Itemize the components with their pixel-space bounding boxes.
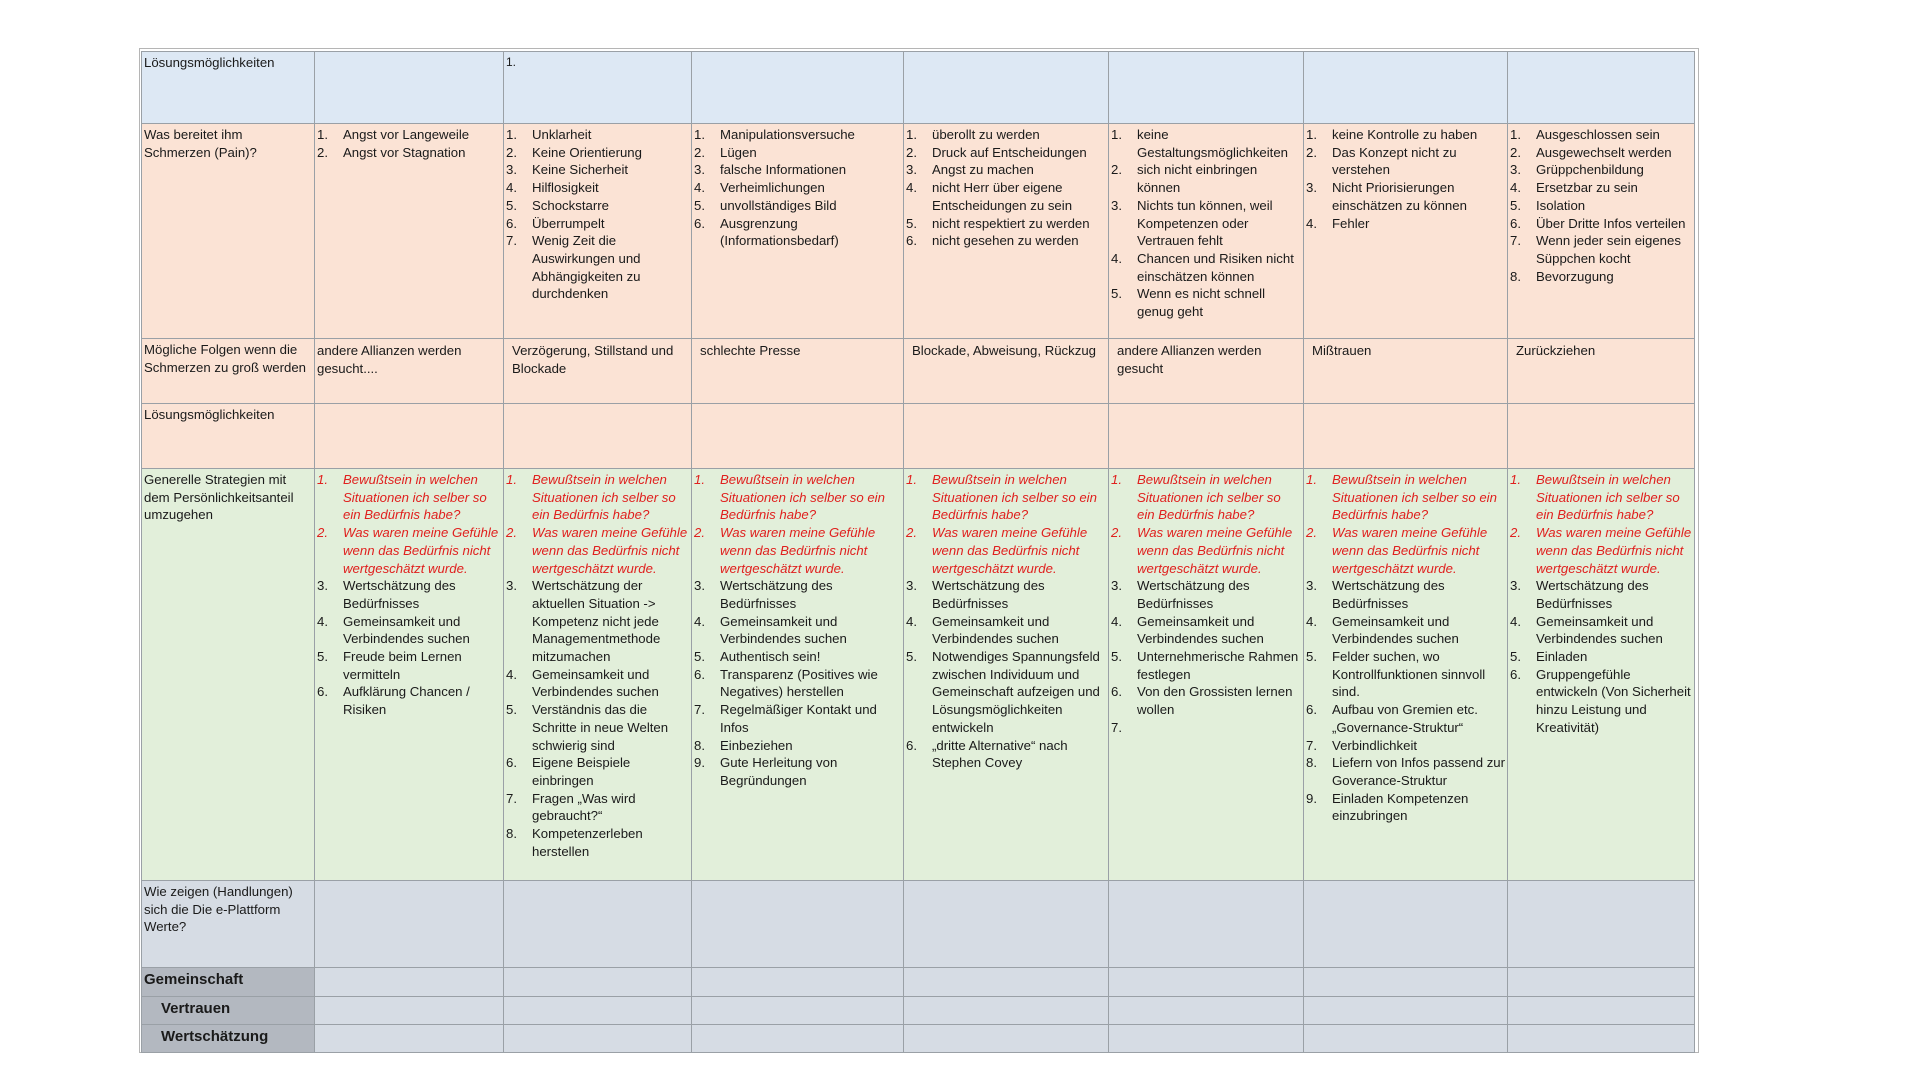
list-item: 6. Eigene Beispiele einbringen <box>506 755 631 788</box>
list-item: 6. Aufbau von Gremien etc. „Governance-Struktur“ <box>1306 702 1478 735</box>
list-item: 3. falsche Informationen <box>694 162 847 178</box>
list-item: 5. Notwendiges Spannungsfeld zwischen Individuum und Gemeinschaft aufzeigen und Lösungsmöglichkeiten entwickeln <box>906 649 1100 735</box>
table-cell <box>504 968 692 997</box>
table-cell <box>1304 997 1508 1025</box>
list-item-text: Angst zu machen <box>932 162 1034 178</box>
table-cell <box>1109 881 1304 968</box>
cell-text: Verzögerung, Stillstand und Blockade <box>512 343 674 376</box>
list-item: 2. Angst vor Stagnation <box>317 144 466 160</box>
list-item-text: Freude beim Lernen vermitteln <box>343 649 462 682</box>
list-item: 4. Verheimlichungen <box>694 180 825 196</box>
list-item-text: nicht gesehen zu werden <box>932 233 1079 249</box>
list-item: 7. Wenn jeder sein eigenes Süppchen kocht <box>1510 233 1681 266</box>
table-cell <box>315 52 504 124</box>
list-item: 2. Druck auf Entscheidungen <box>906 144 1087 160</box>
numbered-list <box>1111 126 1301 321</box>
list-item: 2. Das Konzept nicht zu verstehen <box>1306 144 1457 178</box>
list-item: 6. Transparenz (Positives wie Negatives) herstellen <box>694 666 878 700</box>
list-item: 6. nicht gesehen zu werden <box>906 233 1079 249</box>
table-cell <box>1304 404 1508 469</box>
table-cell <box>692 997 904 1025</box>
list-item: 3. Wertschätzung des Bedürfnisses <box>317 578 456 611</box>
list-item-text: sich nicht einbringen können <box>1137 162 1258 196</box>
list-item-text: Fehler <box>1332 215 1370 231</box>
table-cell <box>904 52 1109 124</box>
list-item: 6. Über Dritte Infos verteilen <box>1510 215 1686 231</box>
list-item: 1. keine Gestaltungsmöglichkeiten <box>1111 127 1289 160</box>
numbered-list <box>506 471 689 860</box>
list-item-text: Keine Sicherheit <box>532 162 629 178</box>
table-cell <box>1109 404 1304 469</box>
list-item: 3. Wertschätzung der aktuellen Situation -> Kompetenz nicht jede Managementmethode mitzumachen <box>506 578 661 665</box>
list-item-text: Bewußtsein in welchen Situationen ich selber so ein Bedürfnis habe? <box>932 472 1097 523</box>
list-item: 3. Grüppchenbildung <box>1510 162 1644 178</box>
list-item-text: Was waren meine Gefühle wenn das Bedürfnis nicht wertgeschätzt wurde. <box>1536 525 1692 576</box>
table-cell <box>504 339 692 404</box>
list-item-text: Liefern von Infos passend zur Goverance-Struktur <box>1332 755 1506 788</box>
list-item: 1. Manipulationsversuche <box>694 127 855 142</box>
list-item-text: Gemeinsamkeit und Verbindendes suchen <box>1137 613 1264 647</box>
list-item-text: Bewußtsein in welchen Situationen ich selber so ein Bedürfnis habe? <box>1536 472 1680 523</box>
numbered-list <box>694 471 901 790</box>
table-cell <box>904 469 1109 881</box>
list-item-text: Grüppchenbildung <box>1536 162 1644 178</box>
list-item-text: Ersetzbar zu sein <box>1536 180 1638 196</box>
list-item: 2. Was waren meine Gefühle wenn das Bedürfnis nicht wertgeschätzt wurde. <box>506 525 688 576</box>
list-item: 7. Wenig Zeit die Auswirkungen und Abhängigkeiten zu durchdenken <box>506 233 641 302</box>
table-cell <box>504 1025 692 1053</box>
list-item: 5. Felder suchen, wo Kontrollfunktionen sinnvoll sind. <box>1306 649 1486 700</box>
table-cell <box>315 339 504 404</box>
list-item-text: Schockstarre <box>532 197 609 213</box>
numbered-list <box>1306 471 1505 825</box>
list-item: 5. Wenn es nicht schnell genug geht <box>1111 286 1266 320</box>
numbered-list <box>906 126 1106 250</box>
list-item: 3. Keine Sicherheit <box>506 162 629 178</box>
list-item-text: Bewußtsein in welchen Situationen ich selber so ein Bedürfnis habe? <box>1332 472 1497 523</box>
list-item-text: Wertschätzung des Bedürfnisses <box>1536 578 1649 611</box>
row-gemeinschaft <box>142 968 1695 997</box>
numbered-list <box>1510 126 1692 285</box>
row-label: Lösungsmöglichkeiten <box>142 52 315 124</box>
list-item-text: Bewußtsein in welchen Situationen ich selber so ein Bedürfnis habe? <box>532 472 676 523</box>
cell-text: schlechte Presse <box>700 343 801 358</box>
table-cell <box>692 404 904 469</box>
table-cell <box>504 124 692 339</box>
list-item: 9. Einladen Kompetenzen einzubringen <box>1306 790 1469 824</box>
table-cell <box>315 124 504 339</box>
table-cell <box>504 469 692 881</box>
list-item-text: Bewußtsein in welchen Situationen ich selber so ein Bedürfnis habe? <box>343 472 487 523</box>
list-item: 8. Kompetenzerleben herstellen <box>506 826 643 859</box>
list-item: 5. Schockstarre <box>506 197 609 213</box>
list-item-text: Chancen und Risiken nicht einschätzen können <box>1137 250 1294 284</box>
numbered-list <box>317 126 501 161</box>
list-item: 4. Gemeinsamkeit und Verbindendes suchen <box>317 613 470 647</box>
list-item: 1. überollt zu werden <box>906 127 1040 142</box>
numbered-list <box>317 471 501 719</box>
list-item-text: Lügen <box>720 144 757 160</box>
list-item: 4. Ersetzbar zu sein <box>1510 180 1638 196</box>
table-cell <box>1109 968 1304 997</box>
cell-text: 1. <box>506 55 517 69</box>
list-item-text: Hilflosigkeit <box>532 180 599 196</box>
list-item-text: Unternehmerische Rahmen festlegen <box>1137 649 1299 682</box>
row-label: Generelle Strategien mit dem Persönlichkeitsanteil umzugehen <box>142 469 315 881</box>
list-item: 1. Unklarheit <box>506 127 592 142</box>
list-item-text: Keine Orientierung <box>532 144 642 160</box>
table-cell <box>1508 968 1695 997</box>
list-item-text: Aufbau von Gremien etc. „Governance-Struktur“ <box>1332 702 1478 735</box>
list-item-text: Fragen „Was wird gebraucht?“ <box>532 790 636 824</box>
cell-text: Zurückziehen <box>1516 343 1596 358</box>
list-item: 4. nicht Herr über eigene Entscheidungen zu sein <box>906 180 1073 213</box>
table-cell <box>692 1025 904 1053</box>
table-cell <box>315 881 504 968</box>
list-item-text: Gute Herleitung von Begründungen <box>720 755 838 788</box>
list-item: 6. Ausgrenzung (Informationsbedarf) <box>694 215 839 249</box>
list-item: 2. Was waren meine Gefühle wenn das Bedürfnis nicht wertgeschätzt wurde. <box>1306 525 1488 576</box>
list-item: 8. Liefern von Infos passend zur Goverance-Struktur <box>1306 755 1506 788</box>
list-item-text: Isolation <box>1536 197 1586 213</box>
list-item: 4. Gemeinsamkeit und Verbindendes suchen <box>1510 613 1663 647</box>
list-item: 8. Bevorzugung <box>1510 268 1614 284</box>
list-item: 2. Was waren meine Gefühle wenn das Bedürfnis nicht wertgeschätzt wurde. <box>906 525 1088 576</box>
list-item-text: Unklarheit <box>532 127 592 142</box>
list-item: 5. Isolation <box>1510 197 1586 213</box>
list-item-text: Was waren meine Gefühle wenn das Bedürfnis nicht wertgeschätzt wurde. <box>1332 525 1488 576</box>
table-cell <box>1508 881 1695 968</box>
table-cell <box>315 1025 504 1053</box>
list-item-text: Wenn jeder sein eigenes Süppchen kocht <box>1536 233 1681 266</box>
list-item: 2. Was waren meine Gefühle wenn das Bedürfnis nicht wertgeschätzt wurde. <box>1111 525 1293 576</box>
list-item: 4. Gemeinsamkeit und Verbindendes suchen <box>906 613 1059 647</box>
list-item-text: Wertschätzung der aktuellen Situation -> Kompetenz nicht jede Managementmethode mitzumachen <box>532 578 661 665</box>
list-item-text: Verständnis das die Schritte in neue Welten schwierig sind <box>532 702 669 753</box>
list-item: 7. Verbindlichkeit <box>1306 737 1418 753</box>
list-item: 3. Nicht Priorisierungen einschätzen zu können <box>1306 180 1467 213</box>
list-item-text: Wertschätzung des Bedürfnisses <box>932 578 1045 611</box>
table-cell <box>692 968 904 997</box>
list-item-text: Gemeinsamkeit und Verbindendes suchen <box>343 613 470 647</box>
table-cell <box>1109 469 1304 881</box>
list-item-text: Gemeinsamkeit und Verbindendes suchen <box>1536 613 1663 647</box>
table-cell <box>692 881 904 968</box>
list-item-text: Einladen Kompetenzen einzubringen <box>1332 790 1469 824</box>
table-cell <box>692 339 904 404</box>
row-loesung-top <box>142 52 1695 124</box>
list-item-text: Ausgrenzung (Informationsbedarf) <box>720 215 839 249</box>
list-item: 1. Bewußtsein in welchen Situationen ich selber so ein Bedürfnis habe? <box>1510 472 1680 523</box>
list-item: 3. Wertschätzung des Bedürfnisses <box>1306 578 1445 611</box>
list-item: 4. Chancen und Risiken nicht einschätzen können <box>1111 250 1294 284</box>
row-folgen <box>142 339 1695 404</box>
list-item: 1. Angst vor Langeweile <box>317 127 470 142</box>
list-item: 4. Gemeinsamkeit und Verbindendes suchen <box>694 613 847 647</box>
table-cell <box>1508 997 1695 1025</box>
row-zeigen <box>142 881 1695 968</box>
list-item: 1. Bewußtsein in welchen Situationen ich selber so ein Bedürfnis habe? <box>906 472 1097 523</box>
row-label: Gemeinschaft <box>142 968 315 997</box>
list-item: 6. Gruppengefühle entwickeln (Von Sicherheit hinzu Leistung und Kreativität) <box>1510 666 1691 735</box>
list-item-text: Ausgewechselt werden <box>1536 144 1672 160</box>
table-cell <box>504 881 692 968</box>
row-label: Was bereitet ihm Schmerzen (Pain)? <box>142 124 315 339</box>
list-item-text: Gruppengefühle entwickeln (Von Sicherheit hinzu Leistung und Kreativität) <box>1536 666 1691 735</box>
table-cell <box>1304 469 1508 881</box>
row-label: Vertrauen <box>142 997 315 1025</box>
list-item-text: Druck auf Entscheidungen <box>932 144 1087 160</box>
list-item: 4. Fehler <box>1306 215 1370 231</box>
list-item: 5. Verständnis das die Schritte in neue Welten schwierig sind <box>506 702 669 753</box>
table-cell <box>1109 997 1304 1025</box>
table-cell <box>315 968 504 997</box>
numbered-list <box>906 471 1106 772</box>
cell-text: andere Allianzen werden gesucht <box>1117 343 1262 376</box>
list-item-text: falsche Informationen <box>720 162 847 178</box>
list-item-text: Angst vor Stagnation <box>343 144 466 160</box>
list-item-text: Gemeinsamkeit und Verbindendes suchen <box>720 613 847 647</box>
list-item-text: Wenn es nicht schnell genug geht <box>1137 286 1266 320</box>
list-item-text: Das Konzept nicht zu verstehen <box>1332 144 1457 178</box>
table-cell <box>904 1025 1109 1053</box>
list-item: 6. Aufklärung Chancen / Risiken <box>317 684 470 718</box>
table-cell <box>315 997 504 1025</box>
list-item: 6. Von den Grossisten lernen wollen <box>1111 684 1293 718</box>
list-item: 9. Gute Herleitung von Begründungen <box>694 755 838 788</box>
cell-text: Mißtrauen <box>1312 343 1372 358</box>
list-item-text: Über Dritte Infos verteilen <box>1536 215 1686 231</box>
table-cell <box>1508 469 1695 881</box>
row-label: Mögliche Folgen wenn die Schmerzen zu groß werden <box>142 339 315 404</box>
table-cell <box>1109 339 1304 404</box>
list-item-text: Bewußtsein in welchen Situationen ich selber so ein Bedürfnis habe? <box>1137 472 1281 523</box>
table-cell <box>904 404 1109 469</box>
list-item-text: Notwendiges Spannungsfeld zwischen Individuum und Gemeinschaft aufzeigen und Lösungsmöglichkeiten entwickeln <box>932 649 1100 735</box>
list-item-text: keine Gestaltungsmöglichkeiten <box>1137 127 1289 160</box>
table-cell <box>904 997 1109 1025</box>
table-cell <box>1508 52 1695 124</box>
list-item: 2. Was waren meine Gefühle wenn das Bedürfnis nicht wertgeschätzt wurde. <box>317 525 499 576</box>
row-label: Lösungsmöglichkeiten <box>142 404 315 469</box>
table-cell <box>1304 52 1508 124</box>
cell-text: andere Allianzen werden gesucht.... <box>317 343 462 376</box>
list-item-text: Wertschätzung des Bedürfnisses <box>1137 578 1250 611</box>
list-item: 2. Was waren meine Gefühle wenn das Bedürfnis nicht wertgeschätzt wurde. <box>694 525 876 576</box>
list-item-text: Nicht Priorisierungen einschätzen zu können <box>1332 180 1467 213</box>
list-item: 5. nicht respektiert zu werden <box>906 215 1090 231</box>
list-item: 4. Hilflosigkeit <box>506 180 599 196</box>
list-item: 1. Bewußtsein in welchen Situationen ich selber so ein Bedürfnis habe? <box>1306 472 1497 523</box>
table-cell <box>1109 52 1304 124</box>
list-item-text: Gemeinsamkeit und Verbindendes suchen <box>1332 613 1459 647</box>
list-item-text: Was waren meine Gefühle wenn das Bedürfnis nicht wertgeschätzt wurde. <box>1137 525 1293 576</box>
list-item-text: Kompetenzerleben herstellen <box>532 826 643 859</box>
list-item: 6. Überrumpelt <box>506 215 605 231</box>
list-item: 1. Bewußtsein in welchen Situationen ich selber so ein Bedürfnis habe? <box>317 472 487 523</box>
table-cell <box>315 469 504 881</box>
list-item-text: Gemeinsamkeit und Verbindendes suchen <box>532 666 659 700</box>
list-item-text: Von den Grossisten lernen wollen <box>1137 684 1293 718</box>
list-item: 5. Freude beim Lernen vermitteln <box>317 649 462 682</box>
list-item-text: Was waren meine Gefühle wenn das Bedürfnis nicht wertgeschätzt wurde. <box>532 525 688 576</box>
list-item-text: nicht respektiert zu werden <box>932 215 1090 231</box>
list-item-text: Aufklärung Chancen / Risiken <box>343 684 470 718</box>
table-cell <box>904 881 1109 968</box>
list-item: 3. Wertschätzung des Bedürfnisses <box>906 578 1045 611</box>
list-item-text: Bevorzugung <box>1536 268 1614 284</box>
list-item: 4. Gemeinsamkeit und Verbindendes suchen <box>506 666 659 700</box>
row-loesung-mid <box>142 404 1695 469</box>
list-item-text: Bewußtsein in welchen Situationen ich selber so ein Bedürfnis habe? <box>720 472 885 523</box>
list-item-text: Wertschätzung des Bedürfnisses <box>720 578 833 611</box>
cell-text: Blockade, Abweisung, Rückzug <box>912 343 1096 358</box>
table-cell <box>1304 124 1508 339</box>
table-cell <box>692 469 904 881</box>
list-item: 1. Bewußtsein in welchen Situationen ich selber so ein Bedürfnis habe? <box>506 472 676 523</box>
list-item: 1. Ausgeschlossen sein <box>1510 127 1660 142</box>
list-item: 1. Bewußtsein in welchen Situationen ich selber so ein Bedürfnis habe? <box>1111 472 1281 523</box>
list-item: 1. keine Kontrolle zu haben <box>1306 127 1478 142</box>
list-item: 5. Einladen <box>1510 649 1588 665</box>
list-item-text: Authentisch sein! <box>720 649 821 665</box>
list-item: 2. Keine Orientierung <box>506 144 642 160</box>
list-item: 3. Wertschätzung des Bedürfnisses <box>694 578 833 611</box>
list-item-text: „dritte Alternative“ nach Stephen Covey <box>932 737 1068 771</box>
list-item: 2. sich nicht einbringen können <box>1111 162 1258 196</box>
list-item-text: Was waren meine Gefühle wenn das Bedürfnis nicht wertgeschätzt wurde. <box>343 525 499 576</box>
list-item: 8. Einbeziehen <box>694 737 793 753</box>
list-item-text: Gemeinsamkeit und Verbindendes suchen <box>932 613 1059 647</box>
table-cell <box>904 124 1109 339</box>
list-item: 3. Wertschätzung des Bedürfnisses <box>1510 578 1649 611</box>
list-item-text: Einbeziehen <box>720 737 793 753</box>
list-item: 3. Angst zu machen <box>906 162 1034 178</box>
list-item-text: Angst vor Langeweile <box>343 127 470 142</box>
list-item: 5. Authentisch sein! <box>694 649 821 665</box>
row-label: Wie zeigen (Handlungen) sich die Die e-Plattform Werte? <box>142 881 315 968</box>
list-item-text: Manipulationsversuche <box>720 127 855 142</box>
list-item: 4. Gemeinsamkeit und Verbindendes suchen <box>1111 613 1264 647</box>
list-item-text: Einladen <box>1536 649 1588 665</box>
numbered-list: 1. Bewußtsein in welchen Situationen ich selber so ein Bedürfnis habe? 2. Was waren meine Gefühle wenn das Bedürfnis nicht wertgeschätzt wurde. 3. Wertschätzung des Bedürfnisses 4. Gemeinsamkeit und Verbindendes suchen 5. Unternehmerische Rahmen festlegen 6. Von den Grossisten lernen wollen 7. <box>1111 471 1301 719</box>
list-item: 7. Regelmäßiger Kontakt und Infos <box>694 702 877 735</box>
list-item-text: Verbindlichkeit <box>1332 737 1418 753</box>
list-item-text: Nichts tun können, weil Kompetenzen oder Vertrauen fehlt <box>1137 197 1273 249</box>
row-label: Wertschätzung <box>142 1025 315 1053</box>
list-item: 4. Gemeinsamkeit und Verbindendes suchen <box>1306 613 1459 647</box>
table-cell <box>504 404 692 469</box>
table-cell <box>904 968 1109 997</box>
list-item-text: unvollständiges Bild <box>720 197 837 213</box>
numbered-list <box>1510 471 1692 737</box>
list-item: 3. Nichts tun können, weil Kompetenzen oder Vertrauen fehlt <box>1111 197 1273 249</box>
list-item: 6. „dritte Alternative“ nach Stephen Covey <box>906 737 1068 771</box>
list-item-text: Ausgeschlossen sein <box>1536 127 1660 142</box>
numbered-list <box>694 126 901 250</box>
table-cell <box>1304 339 1508 404</box>
list-item-text: Was waren meine Gefühle wenn das Bedürfnis nicht wertgeschätzt wurde. <box>720 525 876 576</box>
table-cell <box>315 404 504 469</box>
list-item: 7. Fragen „Was wird gebraucht?“ <box>506 790 636 824</box>
list-item: 1. Bewußtsein in welchen Situationen ich selber so ein Bedürfnis habe? <box>694 472 885 523</box>
list-item: 5. unvollständiges Bild <box>694 197 837 213</box>
table-cell <box>1508 124 1695 339</box>
table-cell <box>1508 404 1695 469</box>
list-item-text: überollt zu werden <box>932 127 1040 142</box>
list-item: 2. Lügen <box>694 144 757 160</box>
table-cell <box>504 997 692 1025</box>
list-item-text: Felder suchen, wo Kontrollfunktionen sinnvoll sind. <box>1332 649 1486 700</box>
row-wertschaetzung <box>142 1025 1695 1053</box>
list-item-text: Überrumpelt <box>532 215 605 231</box>
table-cell <box>1508 1025 1695 1053</box>
table-cell <box>504 52 692 124</box>
row-pain <box>142 124 1695 339</box>
table-cell <box>904 339 1109 404</box>
list-item-text: Wertschätzung des Bedürfnisses <box>343 578 456 611</box>
list-item: 2. Ausgewechselt werden <box>1510 144 1672 160</box>
list-item-text: Transparenz (Positives wie Negatives) herstellen <box>720 666 878 700</box>
table-cell <box>692 52 904 124</box>
list-item-text: Was waren meine Gefühle wenn das Bedürfnis nicht wertgeschätzt wurde. <box>932 525 1088 576</box>
table-cell <box>1304 968 1508 997</box>
strategy-table <box>141 51 1695 1053</box>
table-cell <box>1109 124 1304 339</box>
list-item-text: nicht Herr über eigene Entscheidungen zu sein <box>932 180 1073 213</box>
list-item: 5. Unternehmerische Rahmen festlegen <box>1111 649 1299 682</box>
row-vertrauen <box>142 997 1695 1025</box>
list-item-text: Wenig Zeit die Auswirkungen und Abhängigkeiten zu durchdenken <box>532 233 641 302</box>
list-item: 3. Wertschätzung des Bedürfnisses <box>1111 578 1250 611</box>
table-cell <box>1508 339 1695 404</box>
table-cell <box>1109 1025 1304 1053</box>
list-item-text: Verheimlichungen <box>720 180 825 196</box>
numbered-list <box>506 126 689 303</box>
row-strategien <box>142 469 1695 881</box>
table-cell <box>1304 881 1508 968</box>
list-item-text: keine Kontrolle zu haben <box>1332 127 1478 142</box>
numbered-list <box>1306 126 1505 232</box>
table-cell <box>692 124 904 339</box>
list-item-text: Eigene Beispiele einbringen <box>532 755 631 788</box>
list-item-text: Wertschätzung des Bedürfnisses <box>1332 578 1445 611</box>
table-cell <box>1304 1025 1508 1053</box>
list-item-text: Regelmäßiger Kontakt und Infos <box>720 702 877 735</box>
list-item: 2. Was waren meine Gefühle wenn das Bedürfnis nicht wertgeschätzt wurde. <box>1510 525 1692 576</box>
